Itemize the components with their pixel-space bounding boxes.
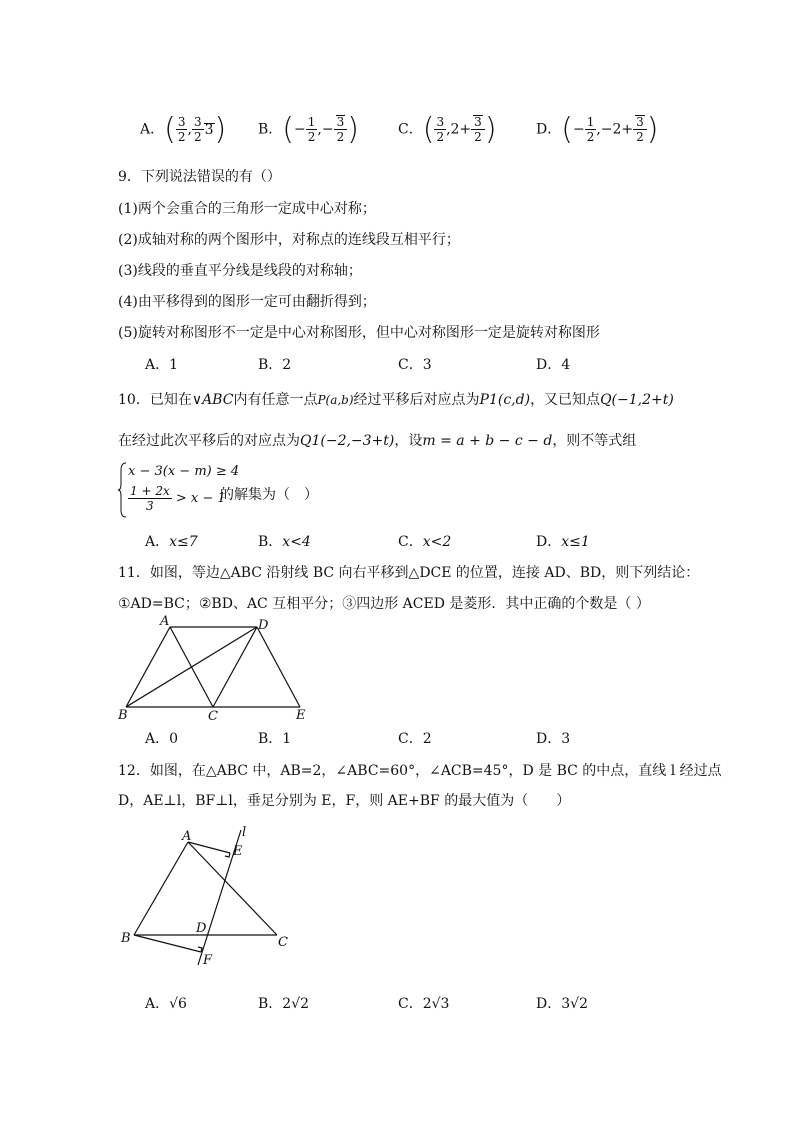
point-label-c: C — [278, 935, 288, 950]
q12-option-c: C．2√3 — [398, 996, 450, 1012]
q9-option-a: A．1 — [145, 357, 179, 373]
point-label-d: D — [258, 618, 269, 633]
segment-ab — [134, 842, 188, 935]
q11-figure — [112, 612, 322, 724]
q12-option-d: D．3√2 — [536, 996, 588, 1012]
q12-stem-2: D，AE⊥l，BF⊥l，垂足分别为 E，F，则 AE+BF 的最大值为（ ） — [118, 793, 571, 809]
q9-item-4: (4)由平移得到的图形一定可由翻折得到； — [118, 294, 376, 310]
q9-item-5: (5)旋转对称图形不一定是中心对称图形，但中心对称图形一定是旋转对称图形 — [118, 325, 600, 341]
segment-de — [257, 627, 300, 707]
q12-figure — [112, 822, 302, 970]
q10-option-a: A．x≤7 — [145, 534, 198, 550]
segment-dc — [213, 627, 257, 707]
q8-option-b: B．(− $\frac{1}{2}$ ,− $\frac{3}{2}$ ) — [258, 112, 359, 147]
point-label-b: B — [121, 931, 131, 946]
q10-ineq-1: x − 3(x − m) ≥ 4 — [128, 464, 240, 479]
q11-stem-1: 11．如图，等边△ABC 沿射线 BC 向右平移到△DCE 的位置，连接 AD、BD，则下列结论： — [118, 565, 700, 581]
point-label-e: E — [233, 844, 243, 859]
q8-option-c: C．( $\frac{3}{2}$ ,2+ $\frac{3}{2}$ ) — [398, 112, 497, 147]
segment-ae — [188, 842, 230, 853]
q12-stem-1: 12．如图，在△ABC 中，AB=2，∠ABC=60°，∠ACB=45°，D 是 BC 的中点，直线 l 经过点 — [118, 763, 722, 779]
q8-option-a: A．( $\frac{3}{2}$ , $\frac{3}{2}$ 3) — [140, 112, 227, 147]
q11-option-c: C．2 — [398, 731, 432, 747]
q10-sys-tail: 的解集为（ ） — [220, 487, 318, 503]
point-label-a: A — [182, 829, 192, 844]
q10-option-d: D．x≤1 — [536, 534, 590, 550]
right-angle-e — [225, 853, 230, 857]
point-label-e: E — [296, 708, 306, 723]
q10-stem: 10．已知在∨ABC内有任意一点P(a,b)经过平移后对应点为P1(c,d)，又已知点Q(−1,2+t) — [118, 392, 674, 408]
line-label-l: l — [242, 825, 247, 840]
q9-stem: 9．下列说法错误的有（） — [118, 169, 281, 185]
q10-ineq-2: $\frac{1 + 2x}{3}$ > x − 1 — [130, 484, 226, 513]
point-label-b: B — [118, 708, 128, 723]
q10-option-c: C．x<2 — [398, 534, 452, 550]
q10-option-b: B．x<4 — [258, 534, 311, 550]
segment-ab — [126, 627, 170, 707]
q9-option-d: D．4 — [536, 357, 571, 373]
q12-option-b: B．2√2 — [258, 996, 310, 1012]
q11-option-a: A．0 — [145, 731, 179, 747]
point-label-a: A — [160, 614, 170, 629]
q12-option-a: A．√6 — [145, 996, 187, 1012]
q9-item-2: (2)成轴对称的两个图形中，对称点的连线段互相平行； — [118, 232, 460, 248]
point-label-c: C — [208, 709, 218, 724]
q9-item-1: (1)两个会重合的三角形一定成中心对称； — [118, 201, 376, 217]
q11-option-d: D．3 — [536, 731, 571, 747]
brace-icon — [118, 462, 128, 518]
q8-option-d: D．(− $\frac{1}{2}$ ,−2+ $\frac{3}{2}$ ) — [536, 112, 659, 147]
segment-bf — [134, 935, 201, 952]
q9-option-b: B．2 — [258, 357, 292, 373]
q10-stem-line2: 在经过此次平移后的对应点为Q1(−2,−3+t)，设m = a + b − c − d，则不等式组 — [118, 433, 637, 449]
q11-option-b: B．1 — [258, 731, 292, 747]
q9-option-c: C．3 — [398, 357, 432, 373]
q9-item-3: (3)线段的垂直平分线是线段的对称轴； — [118, 263, 362, 279]
point-label-d: D — [196, 921, 207, 936]
point-label-f: F — [203, 953, 213, 968]
q11-stem-2: ①AD=BC；②BD、AC 互相平分；③四边形 ACED 是菱形．其中正确的个数是（ ） — [118, 596, 650, 612]
segment-bd — [126, 627, 257, 707]
